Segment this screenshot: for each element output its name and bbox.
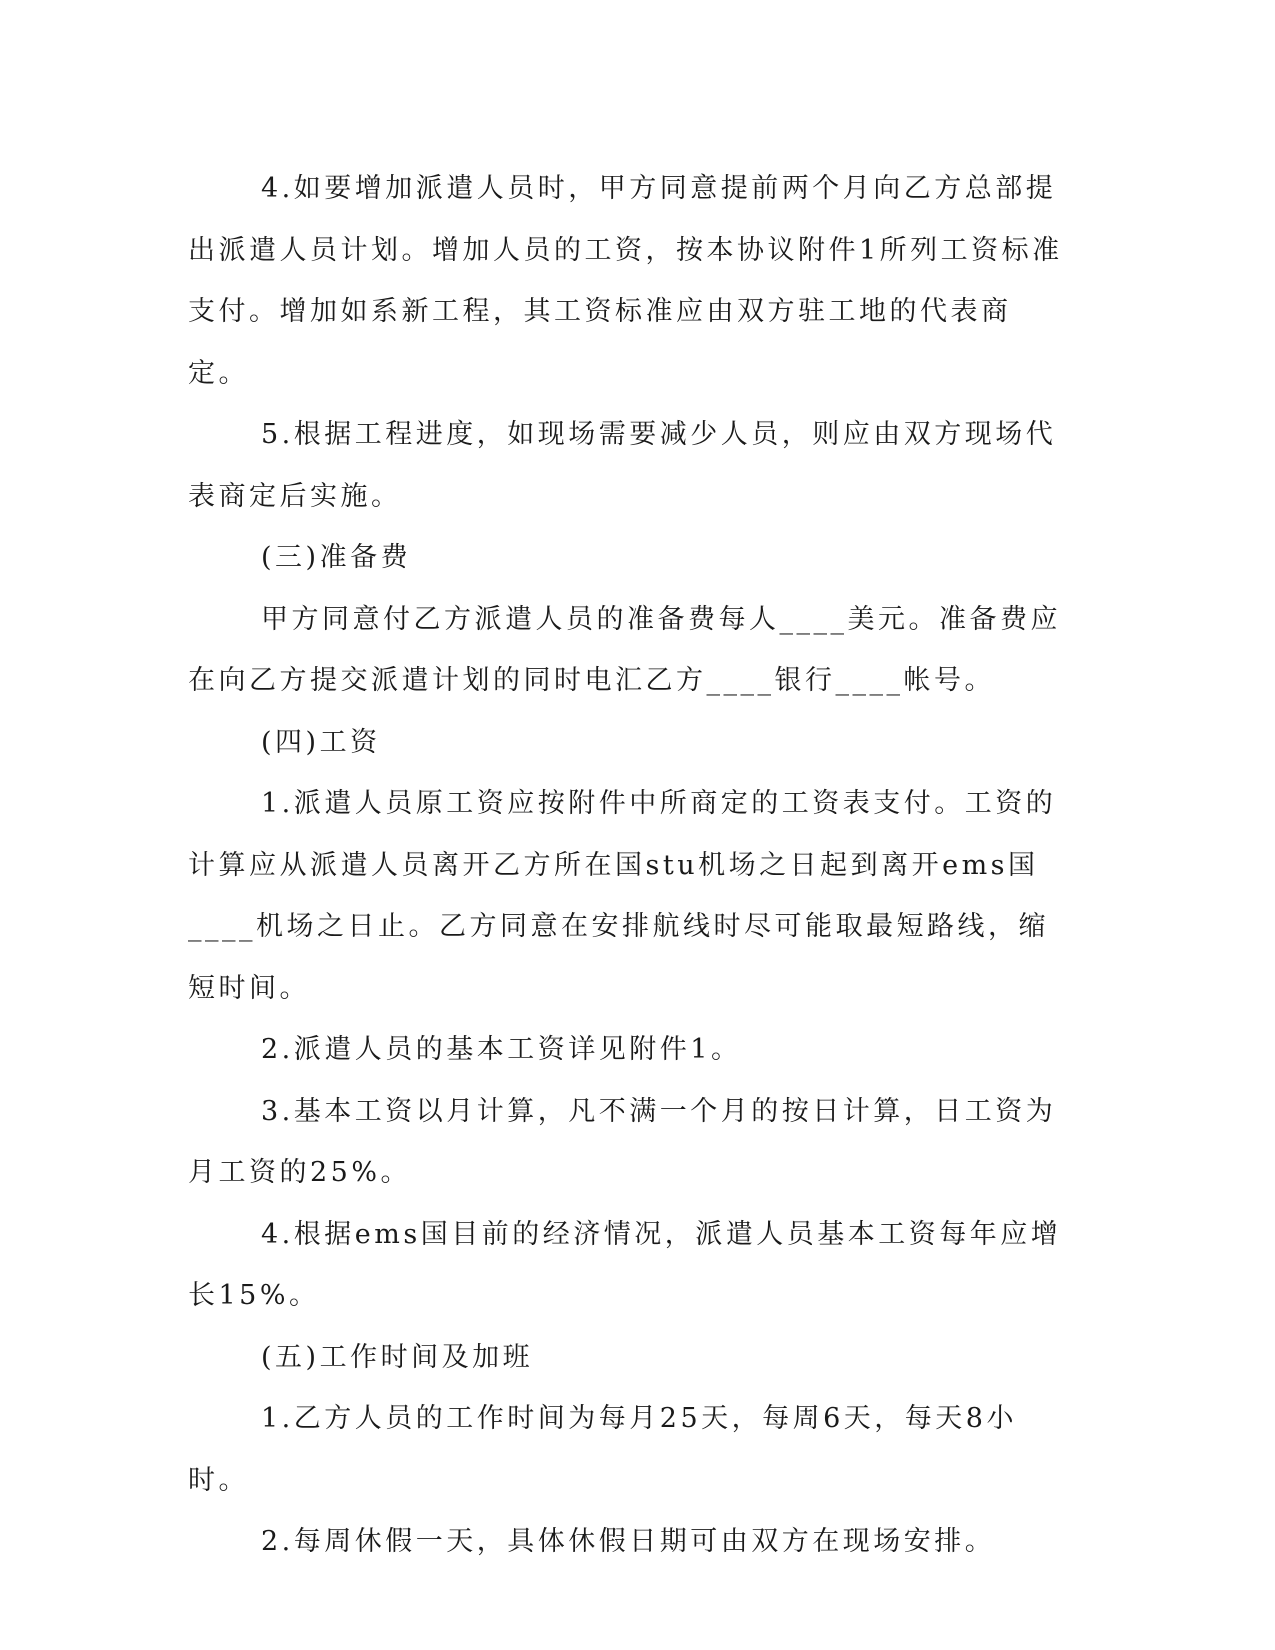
- section-heading-working-hours: (五)工作时间及加班: [261, 1341, 534, 1373]
- paragraph-wage-calculation: 1.派遣人员原工资应按附件中所商定的工资表支付。工资的计算应从派遣人员离开乙方所在国stu机场之日起到离开ems国____机场之日止。乙方同意在安排航线时尽可能取最短路线，缩短时间。: [188, 788, 1057, 1004]
- paragraph-weekly-rest: 2.每周休假一天，具体休假日期可由双方在现场安排。: [261, 1526, 996, 1557]
- paragraph-basic-wage: 2.派遣人员的基本工资详见附件1。: [261, 1034, 742, 1065]
- section-heading-wages: (四)工资: [261, 726, 381, 758]
- paragraph-staff-reduction: 5.根据工程进度，如现场需要减少人员，则应由双方现场代表商定后实施。: [188, 419, 1057, 512]
- section-heading-preparation-fee: (三)准备费: [261, 542, 412, 573]
- paragraph-preparation-fee: 甲方同意付乙方派遣人员的准备费每人____美元。准备费应在向乙方提交派遣计划的同时电汇乙方____银行____帐号。: [188, 603, 1061, 696]
- paragraph-wage-growth: 4.根据ems国目前的经济情况，派遣人员基本工资每年应增长15%。: [188, 1218, 1062, 1311]
- paragraph-working-hours: 1.乙方人员的工作时间为每月25天，每周6天，每天8小时。: [188, 1403, 1017, 1496]
- paragraph-monthly-wage: 3.基本工资以月计算，凡不满一个月的按日计算，日工资为月工资的25%。: [188, 1095, 1057, 1188]
- document-body: [188, 158, 1068, 1573]
- paragraph-staff-increase: 4.如要增加派遣人员时，甲方同意提前两个月向乙方总部提出派遣人员计划。增加人员的工资，按本协议附件1所列工资标准支付。增加如系新工程，其工资标准应由双方驻工地的代表商定。: [188, 173, 1063, 389]
